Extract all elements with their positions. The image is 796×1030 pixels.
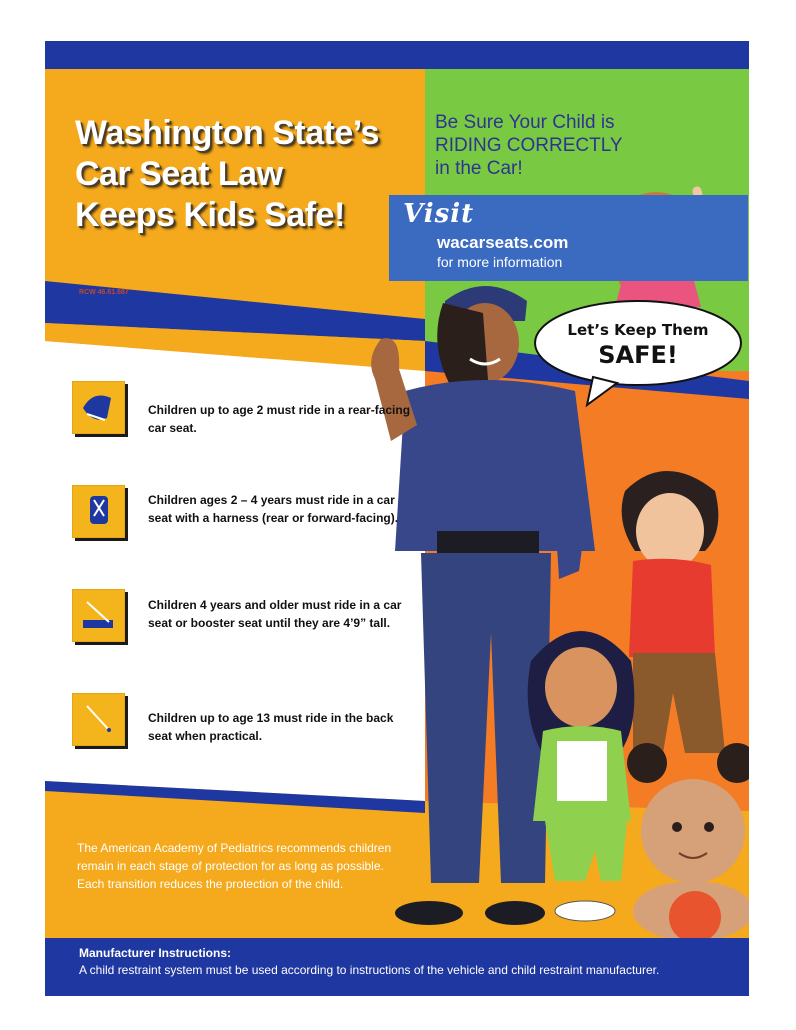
- seat-belt-icon: [72, 693, 125, 746]
- baby-illustration: [627, 743, 749, 943]
- bubble-line-2: SAFE!: [598, 341, 678, 369]
- rule-1-text: Children up to age 2 must ride in a rear-facing car seat.: [148, 403, 411, 435]
- poster: [45, 41, 749, 996]
- rule-2-text: Children ages 2 – 4 years must ride in a car seat with a harness (rear or forward-facing).: [148, 493, 399, 525]
- rule-4-text: Children up to age 13 must ride in the back seat when practical.: [148, 711, 394, 743]
- website-link[interactable]: wacarseats.com: [437, 233, 569, 252]
- callout-line-3: in the Car!: [435, 158, 523, 179]
- callout-line-1: Be Sure Your Child is: [435, 112, 615, 133]
- page-title: [75, 113, 415, 236]
- title-line-3: Keeps Kids Safe!: [75, 196, 345, 234]
- rcw-citation: RCW 46.61.687: [79, 289, 129, 296]
- visit-box: [389, 195, 748, 281]
- rear-facing-seat-icon: [72, 381, 125, 434]
- bubble-line-1: Let’s Keep Them: [567, 321, 709, 339]
- rule-3-text: Children 4 years and older must ride in a car seat or booster seat until they are 4’9” tall.: [148, 598, 402, 630]
- harness-seat-icon: [72, 485, 125, 538]
- booster-seat-icon: [72, 589, 125, 642]
- boy-illustration: [622, 471, 725, 753]
- aap-recommendation: The American Academy of Pediatrics recommends children remain in each stage of protection for as long as possible. Each transition reduces the protection of the child.: [77, 841, 392, 891]
- callout-text: [435, 111, 685, 180]
- title-line-1: Washington State’s: [75, 114, 379, 152]
- title-line-2: Car Seat Law: [75, 155, 283, 193]
- footer-band: [45, 938, 749, 996]
- footer-heading: Manufacturer Instructions:: [79, 946, 232, 960]
- visit-more-info: for more information: [437, 254, 563, 270]
- footer-text: A child restraint system must be used according to instructions of the vehicle and child restraint manufacturer.: [79, 963, 660, 977]
- callout-line-2: RIDING CORRECTLY: [435, 135, 623, 156]
- visit-word: Visit: [403, 199, 475, 229]
